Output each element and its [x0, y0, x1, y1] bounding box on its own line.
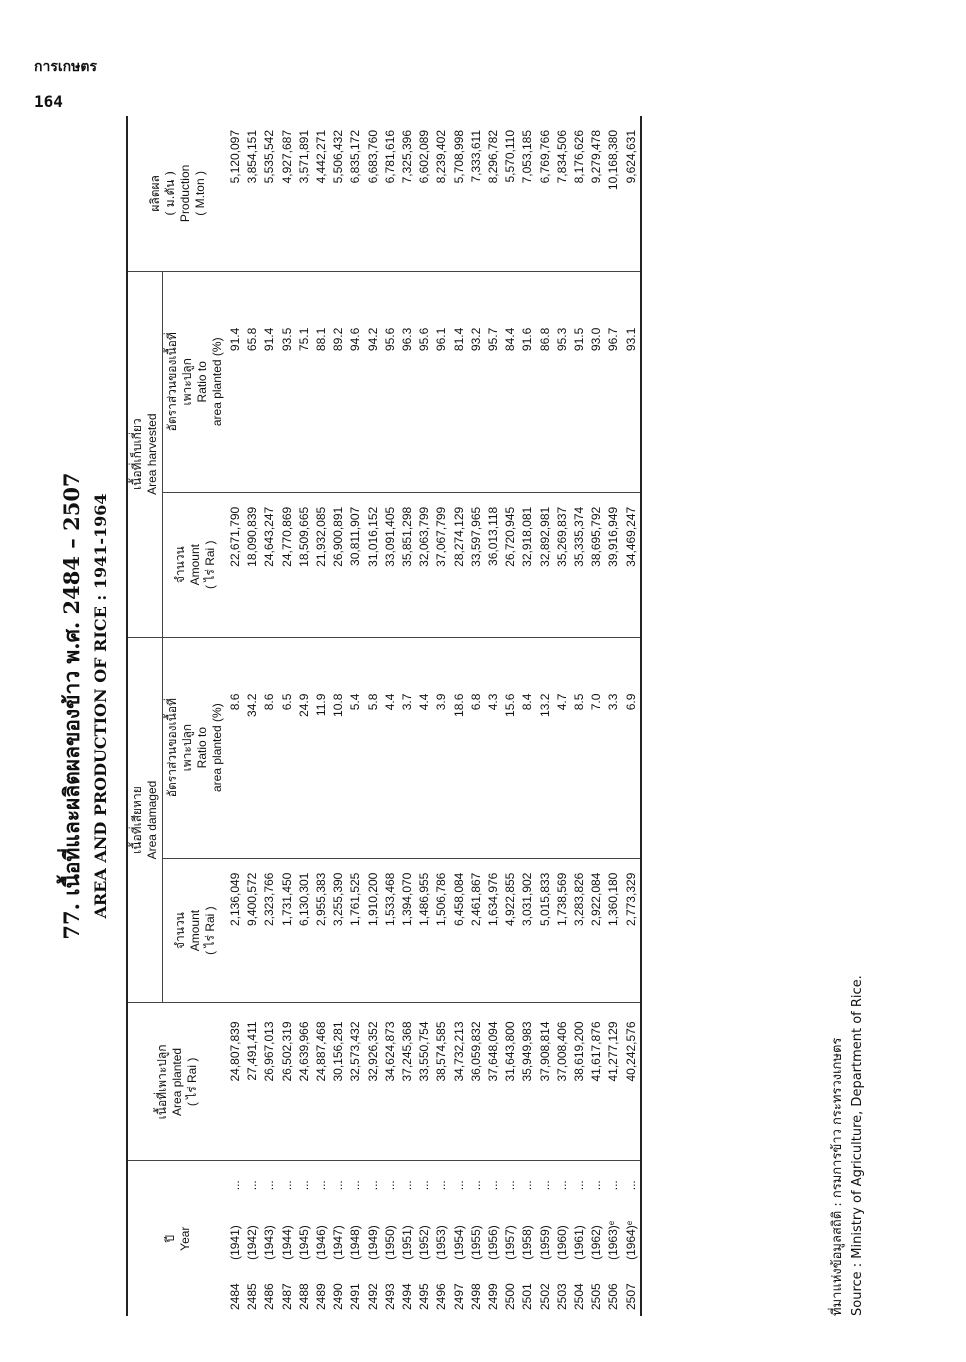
- damaged-amount-cell: 6,458,084: [451, 858, 468, 1003]
- damaged-ratio-cell: 4.3: [485, 637, 502, 858]
- production-header: [127, 116, 227, 271]
- area-planted-cell: 38,574,585: [433, 1003, 450, 1161]
- damaged-ratio-cell: 10.8: [330, 637, 347, 858]
- table-title-block: [50, 96, 110, 1316]
- damaged-amount-cell: 6,130,301: [296, 858, 313, 1003]
- year-be-cell: 2493: [382, 1283, 397, 1310]
- harvested-amount-header: [163, 492, 228, 637]
- damaged-amount-thai: จำนวน: [172, 912, 187, 950]
- table-row: [605, 116, 622, 1316]
- year-ad-cell: (1958): [520, 1225, 535, 1260]
- planted-header-english: Area planted: [170, 1047, 184, 1116]
- damaged-amount-cell: 1,506,786: [433, 858, 450, 1003]
- year-be-cell: 2507: [623, 1266, 641, 1316]
- harvested-amount-cell: 33,597,965: [468, 492, 485, 637]
- harvested-amount-cell: 26,720,945: [502, 492, 519, 637]
- damaged-amount-cell: 1,761,525: [347, 858, 364, 1003]
- area-planted-cell: 40,242,576: [623, 1003, 641, 1161]
- area-planted-cell: 36,059,832: [468, 1003, 485, 1161]
- area-planted-cell: 30,156,281: [330, 1003, 347, 1161]
- area-planted-cell: 31,643,800: [502, 1003, 519, 1161]
- damaged-ratio-cell: 6.9: [623, 637, 641, 858]
- table-row: [227, 116, 244, 1316]
- leader-dots-cell: ...: [245, 1180, 260, 1191]
- damaged-ratio-cell: 15.6: [502, 637, 519, 858]
- damaged-amount-cell: 1,486,955: [416, 858, 433, 1003]
- area-planted-cell: 26,502,319: [279, 1003, 296, 1161]
- year-be-cell: 2502: [537, 1283, 552, 1310]
- leader-dots-cell: ...: [451, 1180, 466, 1191]
- harvested-group-header: [127, 271, 163, 637]
- damaged-amount-cell: 1,360,180: [605, 858, 622, 1003]
- harvested-ratio-cell: 65.8: [244, 271, 261, 492]
- year-ad-cell: (1954): [451, 1225, 466, 1260]
- area-planted-cell: 33,550,754: [416, 1003, 433, 1161]
- table-row: [296, 116, 313, 1316]
- table-row: [365, 116, 382, 1316]
- damaged-amount-cell: 1,394,070: [399, 858, 416, 1003]
- table-row: [313, 116, 330, 1316]
- year-be-cell: 2487: [279, 1283, 294, 1310]
- harvested-ratio-cell: 95.6: [382, 271, 399, 492]
- harvested-ratio-cell: 91.4: [261, 271, 278, 492]
- damaged-ratio-cell: 18.6: [451, 637, 468, 858]
- harvested-amount-cell: 21,932,085: [313, 492, 330, 637]
- harvested-ratio-cell: 93.5: [279, 271, 296, 492]
- damaged-amount-cell: 2,922,084: [588, 858, 605, 1003]
- area-planted-cell: 37,908,814: [537, 1003, 554, 1161]
- harvested-amount-cell: 26,900,891: [330, 492, 347, 637]
- planted-header: [127, 1003, 227, 1161]
- leader-dots-cell: ...: [486, 1180, 501, 1191]
- leader-dots-cell: ...: [228, 1180, 242, 1191]
- damaged-amount-cell: 5,015,833: [537, 858, 554, 1003]
- harvested-ratio-cell: 93.1: [623, 271, 641, 492]
- year-be-cell: 2489: [314, 1283, 329, 1310]
- area-planted-cell: 24,639,966: [296, 1003, 313, 1161]
- leader-dots-cell: ...: [417, 1180, 432, 1191]
- damaged-ratio-english-1: Ratio to: [195, 726, 209, 769]
- harvested-ratio-english-1: Ratio to: [195, 361, 209, 403]
- damaged-amount-cell: 2,461,867: [468, 858, 485, 1003]
- harvested-amount-unit: ( ไร่ Rai ): [202, 540, 217, 589]
- year-be-cell: 2500: [503, 1283, 518, 1310]
- area-planted-cell: 27,491,411: [244, 1003, 261, 1161]
- damaged-ratio-cell: 4.7: [554, 637, 571, 858]
- year-ad-cell: (1945): [296, 1225, 311, 1260]
- leader-dots-cell: ...: [365, 1180, 380, 1191]
- table-row: [433, 116, 450, 1316]
- damaged-group-header: [127, 637, 163, 1003]
- production-unit-thai: ( ม.ตัน ): [162, 171, 177, 216]
- damaged-amount-cell: 1,738,569: [554, 858, 571, 1003]
- damaged-ratio-cell: 6.8: [468, 637, 485, 858]
- harvested-ratio-cell: 75.1: [296, 271, 313, 492]
- year-ad-cell: (1950): [382, 1225, 397, 1260]
- production-cell: 3,854,151: [244, 116, 261, 271]
- production-cell: 6,683,760: [365, 116, 382, 271]
- area-planted-cell: 37,648,094: [485, 1003, 502, 1161]
- leader-dots-cell: ...: [434, 1180, 449, 1191]
- table-row: [623, 116, 641, 1316]
- harvested-amount-cell: 35,851,298: [399, 492, 416, 637]
- area-planted-cell: 32,573,432: [347, 1003, 364, 1161]
- table-row: [571, 116, 588, 1316]
- year-be-cell: 2492: [365, 1283, 380, 1310]
- table-row: [399, 116, 416, 1316]
- damaged-amount-cell: 2,136,049: [227, 858, 244, 1003]
- damaged-amount-cell: 9,400,572: [244, 858, 261, 1003]
- table-row: [382, 116, 399, 1316]
- damaged-ratio-cell: 8.5: [571, 637, 588, 858]
- year-be-cell: 2504: [572, 1283, 587, 1310]
- harvested-ratio-cell: 86.8: [537, 271, 554, 492]
- damaged-ratio-cell: 4.4: [416, 637, 433, 858]
- area-planted-cell: 37,008,406: [554, 1003, 571, 1161]
- year-ad-cell: (1944): [279, 1225, 294, 1260]
- harvested-amount-cell: 38,695,792: [588, 492, 605, 637]
- harvested-ratio-cell: 84.4: [502, 271, 519, 492]
- production-cell: 7,053,185: [519, 116, 536, 271]
- harvested-amount-cell: 22,671,790: [227, 492, 244, 637]
- damaged-ratio-cell: 3.7: [399, 637, 416, 858]
- harvested-ratio-cell: 89.2: [330, 271, 347, 492]
- leader-dots-cell: ...: [606, 1180, 621, 1191]
- leader-dots-cell: ...: [331, 1180, 346, 1191]
- table-row: [554, 116, 571, 1316]
- damaged-amount-header: [163, 858, 228, 1003]
- damaged-ratio-cell: 8.4: [519, 637, 536, 858]
- leader-dots-cell: ...: [623, 1161, 641, 1196]
- damaged-ratio-cell: 3.3: [605, 637, 622, 858]
- damaged-amount-cell: 4,922,855: [502, 858, 519, 1003]
- year-be-cell: 2490: [331, 1283, 346, 1310]
- harvested-ratio-cell: 96.1: [433, 271, 450, 492]
- year-ad-cell: (1952): [417, 1225, 432, 1260]
- harvested-amount-cell: 32,063,799: [416, 492, 433, 637]
- table-title-thai: [50, 96, 89, 1316]
- damaged-amount-cell: 1,910,200: [365, 858, 382, 1003]
- leader-dots-cell: ...: [400, 1180, 415, 1191]
- harvested-amount-cell: 18,090,839: [244, 492, 261, 637]
- year-be-cell: 2495: [417, 1283, 432, 1310]
- area-planted-cell: 34,624,873: [382, 1003, 399, 1161]
- rotated-table-page: [50, 96, 930, 1316]
- production-cell: 6,781,616: [382, 116, 399, 271]
- harvested-amount-cell: 30,811,907: [347, 492, 364, 637]
- year-ad-cell: (1949): [365, 1225, 380, 1260]
- table-row: [347, 116, 364, 1316]
- table-row: [279, 116, 296, 1316]
- title-thai-text: เนื้อที่และผลิตผลของข้าว พ.ศ. 2484 – 2507: [59, 472, 84, 896]
- harvested-amount-cell: 24,643,247: [261, 492, 278, 637]
- harvested-ratio-cell: 91.4: [227, 271, 244, 492]
- area-planted-cell: 37,245,368: [399, 1003, 416, 1161]
- damaged-amount-cell: 1,634,976: [485, 858, 502, 1003]
- harvested-amount-cell: 32,918,081: [519, 492, 536, 637]
- leader-dots-cell: ...: [589, 1180, 604, 1191]
- area-planted-cell: 24,807,839: [227, 1003, 244, 1161]
- year-ad-cell: (1960): [554, 1225, 569, 1260]
- harvested-header-english: Area harvested: [145, 413, 159, 495]
- leader-dots-cell: ...: [314, 1180, 329, 1191]
- year-ad-cell: (1964)ᵉ: [623, 1196, 641, 1266]
- damaged-amount-cell: 2,773,329: [623, 858, 641, 1003]
- table-row: [502, 116, 519, 1316]
- year-header-thai: ปี: [162, 1234, 177, 1243]
- table-row: [468, 116, 485, 1316]
- year-ad-cell: (1951): [400, 1225, 415, 1260]
- production-cell: 6,602,089: [416, 116, 433, 271]
- year-ad-cell: (1946): [314, 1225, 329, 1260]
- year-be-cell: 2488: [296, 1283, 311, 1310]
- harvested-ratio-thai-2: เพาะปลูก: [180, 358, 194, 406]
- damaged-ratio-cell: 7.0: [588, 637, 605, 858]
- leader-dots-cell: ...: [348, 1180, 363, 1191]
- damaged-ratio-cell: 5.4: [347, 637, 364, 858]
- harvested-ratio-cell: 95.7: [485, 271, 502, 492]
- damaged-ratio-cell: 11.9: [313, 637, 330, 858]
- year-be-cell: 2503: [554, 1283, 569, 1310]
- production-cell: 4,442,271: [313, 116, 330, 271]
- damaged-ratio-cell: 5.8: [365, 637, 382, 858]
- harvested-ratio-cell: 96.3: [399, 271, 416, 492]
- year-be-cell: 2506: [606, 1283, 621, 1310]
- year-ad-cell: (1953): [434, 1225, 449, 1260]
- harvested-ratio-cell: 91.6: [519, 271, 536, 492]
- harvested-amount-cell: 24,770,869: [279, 492, 296, 637]
- damaged-ratio-cell: 34.2: [244, 637, 261, 858]
- area-planted-cell: 32,926,352: [365, 1003, 382, 1161]
- damaged-amount-cell: 2,955,383: [313, 858, 330, 1003]
- year-be-cell: 2485: [245, 1283, 260, 1310]
- planted-header-thai: เนื้อที่เพาะปลูก: [155, 1044, 169, 1120]
- area-planted-cell: 35,949,983: [519, 1003, 536, 1161]
- harvested-ratio-cell: 93.0: [588, 271, 605, 492]
- production-cell: 8,176,626: [571, 116, 588, 271]
- area-planted-cell: 34,732,213: [451, 1003, 468, 1161]
- year-ad-cell: (1956): [486, 1225, 501, 1260]
- harvested-amount-cell: 31,016,152: [365, 492, 382, 637]
- year-ad-cell: (1943): [262, 1225, 277, 1260]
- leader-dots-cell: ...: [279, 1180, 294, 1191]
- damaged-amount-cell: 2,323,766: [261, 858, 278, 1003]
- table-row: [451, 116, 468, 1316]
- damaged-amount-cell: 3,031,902: [519, 858, 536, 1003]
- production-cell: 3,571,891: [296, 116, 313, 271]
- production-unit-english: ( M.ton ): [192, 171, 207, 216]
- table-row: [588, 116, 605, 1316]
- damaged-header-english: Area damaged: [145, 780, 159, 860]
- production-cell: 7,333,611: [468, 116, 485, 271]
- production-cell: 9,624,631: [623, 116, 641, 271]
- harvested-amount-thai: จำนวน: [172, 546, 187, 584]
- harvested-amount-cell: 32,892,981: [537, 492, 554, 637]
- leader-dots-cell: ...: [296, 1180, 311, 1191]
- harvested-amount-cell: 37,067,799: [433, 492, 450, 637]
- damaged-amount-cell: 1,731,450: [279, 858, 296, 1003]
- area-planted-cell: 41,277,129: [605, 1003, 622, 1161]
- area-planted-cell: 26,967,013: [261, 1003, 278, 1161]
- year-be-cell: 2496: [434, 1283, 449, 1310]
- harvested-amount-cell: 34,469,247: [623, 492, 641, 637]
- harvested-amount-cell: 39,916,949: [605, 492, 622, 637]
- damaged-ratio-cell: 4.4: [382, 637, 399, 858]
- damaged-ratio-thai-1: อัตราส่วนของเนื้อที่: [165, 698, 179, 798]
- leader-dots-cell: ...: [520, 1180, 535, 1191]
- damaged-ratio-cell: 8.6: [227, 637, 244, 858]
- rice-production-table: [126, 116, 642, 1316]
- area-planted-cell: 38,619,200: [571, 1003, 588, 1161]
- leader-dots-cell: ...: [554, 1180, 569, 1191]
- production-header-english: Production: [177, 164, 192, 223]
- leader-dots-cell: ...: [468, 1180, 483, 1191]
- source-english: Source : Ministry of Agriculture, Department of Rice.: [850, 975, 865, 1316]
- harvested-header-thai: เนื้อที่เก็บเกี่ยว: [130, 418, 144, 490]
- year-ad-cell: (1955): [468, 1225, 483, 1260]
- damaged-header-thai: เนื้อที่เสียหาย: [130, 786, 144, 854]
- leader-dots-cell: ...: [537, 1180, 552, 1191]
- table-row: [537, 116, 554, 1316]
- production-cell: 7,834,506: [554, 116, 571, 271]
- area-planted-cell: 41,617,876: [588, 1003, 605, 1161]
- production-header-thai: ผลิตผล: [147, 175, 162, 212]
- table-row: [485, 116, 502, 1316]
- year-be-cell: 2484: [228, 1283, 242, 1310]
- production-cell: 5,120,097: [227, 116, 244, 271]
- leader-dots-cell: ...: [572, 1180, 587, 1191]
- year-ad-cell: (1959): [537, 1225, 552, 1260]
- table-number: 77.: [59, 903, 84, 940]
- table-body: [227, 116, 641, 1316]
- production-cell: 5,708,998: [451, 116, 468, 271]
- damaged-amount-unit: ( ไร่ Rai ): [202, 906, 217, 955]
- damaged-ratio-cell: 3.9: [433, 637, 450, 858]
- year-be-cell: 2499: [486, 1283, 501, 1310]
- year-ad-cell: (1957): [503, 1225, 518, 1260]
- production-cell: 7,325,396: [399, 116, 416, 271]
- harvested-ratio-header: [163, 271, 228, 492]
- harvested-ratio-english-2: area planted (%): [210, 337, 224, 427]
- harvested-amount-cell: 33,091,405: [382, 492, 399, 637]
- year-ad-cell: (1942): [245, 1225, 260, 1260]
- damaged-ratio-english-2: area planted (%): [210, 703, 224, 792]
- year-ad-cell: (1963)ᵉ: [606, 1220, 621, 1260]
- table-title-english: AREA AND PRODUCTION OF RICE : 1941-1964: [91, 493, 110, 919]
- year-header: [127, 1161, 227, 1316]
- table-row: [244, 116, 261, 1316]
- production-cell: 6,769,766: [537, 116, 554, 271]
- harvested-ratio-cell: 94.6: [347, 271, 364, 492]
- production-cell: 9,279,478: [588, 116, 605, 271]
- year-ad-cell: (1941): [228, 1225, 242, 1260]
- year-be-cell: 2491: [348, 1283, 363, 1310]
- production-cell: 10,168,380: [605, 116, 622, 271]
- harvested-amount-english: Amount: [187, 544, 202, 586]
- harvested-ratio-cell: 91.5: [571, 271, 588, 492]
- harvested-amount-cell: 35,269,837: [554, 492, 571, 637]
- harvested-amount-cell: 35,335,374: [571, 492, 588, 637]
- damaged-ratio-cell: 24.9: [296, 637, 313, 858]
- year-ad-cell: (1948): [348, 1225, 363, 1260]
- damaged-ratio-cell: 13.2: [537, 637, 554, 858]
- damaged-ratio-cell: 8.6: [261, 637, 278, 858]
- harvested-ratio-thai-1: อัตราส่วนของเนื้อที่: [165, 332, 179, 432]
- leader-dots-cell: ...: [262, 1180, 277, 1191]
- year-be-cell: 2486: [262, 1283, 277, 1310]
- production-cell: 8,296,782: [485, 116, 502, 271]
- harvested-amount-cell: 18,509,665: [296, 492, 313, 637]
- year-be-cell: 2498: [468, 1283, 483, 1310]
- damaged-ratio-header: [163, 637, 228, 858]
- section-label: การเกษตร: [34, 59, 97, 75]
- area-planted-cell: 24,887,468: [313, 1003, 330, 1161]
- harvested-ratio-cell: 93.2: [468, 271, 485, 492]
- table-row: [330, 116, 347, 1316]
- year-be-cell: 2505: [589, 1283, 604, 1310]
- production-cell: 5,535,542: [261, 116, 278, 271]
- table-row: [416, 116, 433, 1316]
- damaged-amount-english: Amount: [187, 909, 202, 952]
- year-ad-cell: (1962): [589, 1225, 604, 1260]
- year-header-english: Year: [177, 1226, 192, 1251]
- damaged-ratio-cell: 6.5: [279, 637, 296, 858]
- production-cell: 8,239,402: [433, 116, 450, 271]
- harvested-ratio-cell: 81.4: [451, 271, 468, 492]
- leader-dots-cell: ...: [503, 1180, 518, 1191]
- year-be-cell: 2501: [520, 1283, 535, 1310]
- damaged-amount-cell: 3,283,826: [571, 858, 588, 1003]
- leader-dots-cell: ...: [382, 1180, 397, 1191]
- damaged-amount-cell: 3,255,390: [330, 858, 347, 1003]
- harvested-amount-cell: 28,274,129: [451, 492, 468, 637]
- year-ad-cell: (1961): [572, 1225, 587, 1260]
- year-be-cell: 2494: [400, 1283, 415, 1310]
- planted-header-unit: ( ไร่ Rai ): [185, 1057, 199, 1107]
- source-note: [828, 96, 868, 1316]
- harvested-ratio-cell: 88.1: [313, 271, 330, 492]
- source-thai: ที่มาแห่งข้อมูลสถิติ : กรมการข้าว กระทรวงเกษตร: [830, 1037, 845, 1316]
- production-cell: 5,506,432: [330, 116, 347, 271]
- production-cell: 6,835,172: [347, 116, 364, 271]
- harvested-ratio-cell: 96.7: [605, 271, 622, 492]
- damaged-ratio-thai-2: เพาะปลูก: [180, 723, 194, 772]
- production-cell: 4,927,687: [279, 116, 296, 271]
- table-row: [261, 116, 278, 1316]
- year-be-cell: 2497: [451, 1283, 466, 1310]
- harvested-ratio-cell: 95.3: [554, 271, 571, 492]
- damaged-amount-cell: 1,533,468: [382, 858, 399, 1003]
- production-cell: 5,570,110: [502, 116, 519, 271]
- page-number: 164: [34, 92, 63, 111]
- year-ad-cell: (1947): [331, 1225, 346, 1260]
- harvested-ratio-cell: 95.6: [416, 271, 433, 492]
- table-row: [519, 116, 536, 1316]
- harvested-amount-cell: 36,013,118: [485, 492, 502, 637]
- harvested-ratio-cell: 94.2: [365, 271, 382, 492]
